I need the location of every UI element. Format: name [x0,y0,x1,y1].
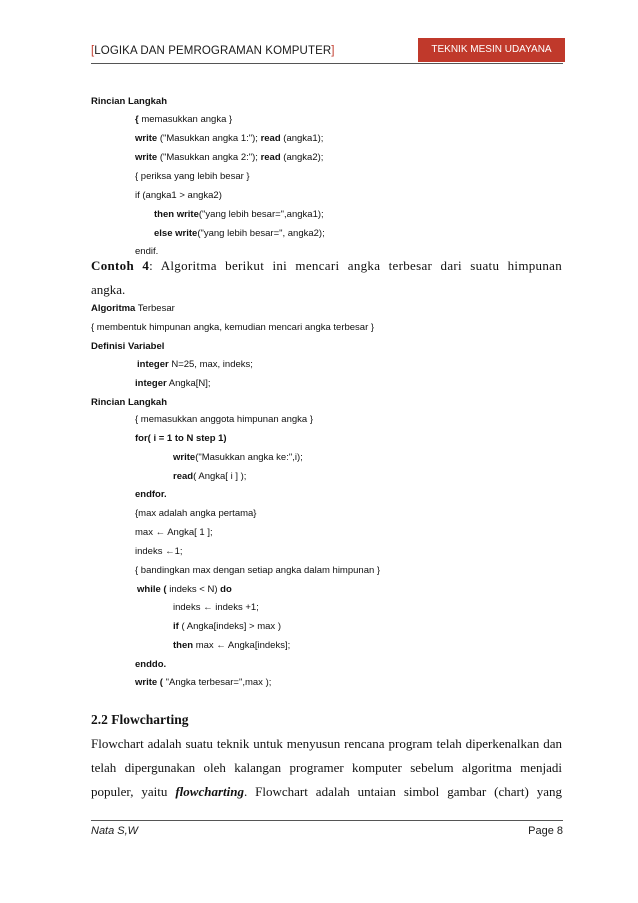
code-text: Terbesar [135,303,175,314]
code-comment: { bandingkan max dengan setiap angka dalam himpunan } [135,565,381,576]
code-comment: {max adalah angka pertama} [135,508,257,519]
code-line [135,133,323,144]
code-keyword: integer [135,378,167,389]
code-line [173,471,246,482]
code-keyword: integer [137,359,169,370]
code-line [154,228,325,239]
code-keyword: Algoritma [91,303,136,314]
example-paragraph [91,258,562,274]
footer-author: Nata S,W [91,825,139,837]
code-line: for( i = 1 to N step 1) [135,433,227,444]
code-keyword: else write [154,228,198,239]
code-line [173,452,303,463]
code-text: ("yang lebih besar=",angka1); [198,209,324,220]
code-line [135,677,271,688]
code-keyword: read [173,471,194,482]
code-comment: { periksa yang lebih besar } [135,171,250,182]
example-text: : Algoritma berikut ini mencari angka terbesar dari suatu himpunan [149,258,562,273]
code-keyword: { [135,114,139,125]
bracket-close: ] [331,45,335,57]
code-text: (angka1); [280,133,324,144]
body-paragraph-line: telah dipergunakan oleh kalangan programer komputer sebelum algoritma menjadi [91,760,562,775]
page-number: Page 8 [528,825,563,837]
bracket-open: [ [91,45,95,57]
code-line [173,621,281,632]
code-text: ("Masukkan angka ke:",i); [195,452,303,463]
code-keyword: while ( [137,584,167,595]
code-line [173,640,290,651]
code-text: ("Masukkan angka 1:"); [157,133,261,144]
code-line: endif. [135,246,159,257]
example-text-cont: angka. [91,282,126,297]
code-text: ("yang lebih besar=", angka2); [197,228,325,239]
code-text: memasukkan angka } [138,114,233,125]
code-line: indeks ←1; [135,546,183,557]
example-label: Contoh 4 [91,258,150,273]
header-title [91,45,335,57]
code-text: (angka2); [280,152,324,163]
code-keyword: write [135,152,158,163]
code-keyword: then [173,640,194,651]
rincian-heading: Rincian Langkah [91,96,168,107]
body-paragraph-line: Flowchart adalah suatu teknik untuk menyusun rencana program telah diperkenalkan dan [91,736,562,751]
code-text: ( Angka[ i ] ); [193,471,247,482]
code-line: indeks ← indeks +1; [173,602,259,613]
code-keyword: if [173,621,179,632]
section-heading: 2.2 Flowcharting [91,712,189,727]
algorithm-name [91,303,175,314]
code-comment: { memasukkan anggota himpunan angka } [135,414,313,425]
code-line [137,359,253,370]
code-text: indeks < N) [166,584,221,595]
paragraph-text: . Flowchart adalah untaian simbol gambar (chart) yang [243,784,562,799]
footer-divider [91,820,563,821]
code-keyword: read [260,152,281,163]
rincian-heading: Rincian Langkah [91,397,168,408]
code-text: ("Masukkan angka 2:"); [157,152,261,163]
code-keyword: then write [154,209,199,220]
code-line [154,209,324,220]
header-divider [91,63,563,64]
code-line: max ← Angka[ 1 ]; [135,527,213,538]
body-paragraph-line [91,784,562,800]
definisi-heading: Definisi Variabel [91,341,165,352]
code-line [135,114,232,125]
code-text: N=25, max, indeks; [168,359,253,370]
code-text: ( Angka[indeks] > max ) [178,621,281,632]
header-badge: TEKNIK MESIN UDAYANA [418,38,565,62]
code-line [135,378,211,389]
code-text: Angka[N]; [166,378,211,389]
code-text: "Angka terbesar=",max ); [162,677,272,688]
code-comment: { membentuk himpunan angka, kemudian mencari angka terbesar } [91,322,375,333]
code-keyword: read [260,133,281,144]
paragraph-text: populer, yaitu [91,784,176,799]
emphasis-term: flowcharting [175,784,244,799]
code-keyword: write [135,133,158,144]
code-line: if (angka1 > angka2) [135,190,222,201]
code-line [135,152,323,163]
header-title-text: LOGIKA DAN PEMROGRAMAN KOMPUTER [94,45,332,57]
code-line [137,584,232,595]
code-line: endfor. [135,489,167,500]
code-keyword: write ( [135,677,163,688]
code-keyword: write [173,452,196,463]
code-keyword: do [220,584,232,595]
code-text: max ← Angka[indeks]; [193,640,291,651]
code-line: enddo. [135,659,167,670]
